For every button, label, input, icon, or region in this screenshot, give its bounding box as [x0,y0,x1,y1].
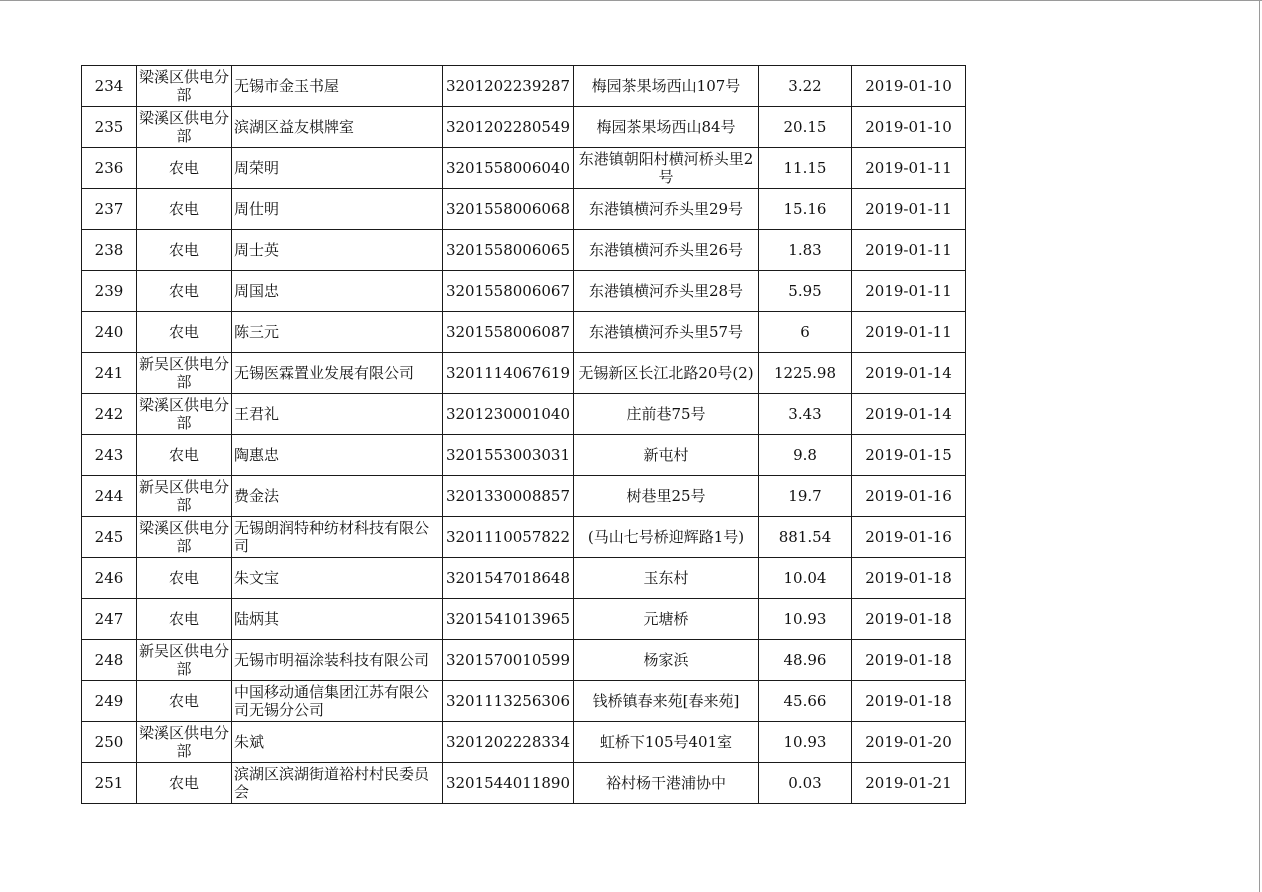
table-row [82,681,966,722]
cell-supply-unit: 农电 [137,271,232,312]
cell-amount: 45.66 [759,681,852,722]
cell-address: 虹桥下105号401室 [574,722,759,763]
cell-address: 玉东村 [574,558,759,599]
cell-account-number: 3201558006065 [443,230,574,271]
table-row [82,722,966,763]
cell-customer-name: 无锡朗润特种纺材科技有限公司 [232,517,443,558]
cell-customer-name: 无锡市金玉书屋 [232,66,443,107]
cell-amount: 10.04 [759,558,852,599]
cell-account-number: 3201110057822 [443,517,574,558]
cell-account-number: 3201553003031 [443,435,574,476]
cell-account-number: 3201558006067 [443,271,574,312]
cell-account-number: 3201202239287 [443,66,574,107]
cell-amount: 15.16 [759,189,852,230]
table-row [82,599,966,640]
cell-serial-no: 237 [82,189,137,230]
cell-amount: 0.03 [759,763,852,804]
cell-serial-no: 240 [82,312,137,353]
cell-amount: 48.96 [759,640,852,681]
cell-customer-name: 陆炳其 [232,599,443,640]
cell-customer-name: 朱斌 [232,722,443,763]
cell-serial-no: 239 [82,271,137,312]
cell-supply-unit: 梁溪区供电分部 [137,66,232,107]
cell-customer-name: 周仕明 [232,189,443,230]
cell-date: 2019-01-10 [852,107,966,148]
cell-amount: 1.83 [759,230,852,271]
cell-address: 新屯村 [574,435,759,476]
cell-supply-unit: 新吴区供电分部 [137,353,232,394]
cell-amount: 5.95 [759,271,852,312]
cell-address: 庄前巷75号 [574,394,759,435]
cell-supply-unit: 农电 [137,435,232,476]
cell-customer-name: 滨湖区益友棋牌室 [232,107,443,148]
cell-account-number: 3201114067619 [443,353,574,394]
cell-account-number: 3201570010599 [443,640,574,681]
cell-account-number: 3201558006040 [443,148,574,189]
cell-amount: 20.15 [759,107,852,148]
cell-serial-no: 250 [82,722,137,763]
cell-account-number: 3201202228334 [443,722,574,763]
cell-address: 梅园茶果场西山84号 [574,107,759,148]
cell-date: 2019-01-21 [852,763,966,804]
cell-supply-unit: 新吴区供电分部 [137,640,232,681]
cell-supply-unit: 梁溪区供电分部 [137,722,232,763]
cell-date: 2019-01-18 [852,681,966,722]
cell-account-number: 3201558006068 [443,189,574,230]
cell-date: 2019-01-11 [852,312,966,353]
cell-account-number: 3201558006087 [443,312,574,353]
cell-date: 2019-01-11 [852,189,966,230]
cell-supply-unit: 农电 [137,312,232,353]
cell-serial-no: 242 [82,394,137,435]
cell-address: 东港镇朝阳村横河桥头里2号 [574,148,759,189]
cell-amount: 3.22 [759,66,852,107]
page-right-border [1259,0,1260,892]
table-row [82,763,966,804]
cell-serial-no: 235 [82,107,137,148]
cell-date: 2019-01-11 [852,271,966,312]
cell-address: 树巷里25号 [574,476,759,517]
cell-customer-name: 中国移动通信集团江苏有限公司无锡分公司 [232,681,443,722]
cell-address: (马山七号桥迎辉路1号) [574,517,759,558]
cell-serial-no: 234 [82,66,137,107]
cell-date: 2019-01-10 [852,66,966,107]
cell-customer-name: 王君礼 [232,394,443,435]
cell-serial-no: 246 [82,558,137,599]
cell-supply-unit: 农电 [137,148,232,189]
cell-serial-no: 236 [82,148,137,189]
cell-address: 东港镇横河乔头里26号 [574,230,759,271]
cell-account-number: 3201541013965 [443,599,574,640]
cell-address: 东港镇横河乔头里29号 [574,189,759,230]
cell-address: 裕村杨干港浦协中 [574,763,759,804]
cell-amount: 10.93 [759,722,852,763]
records-table [81,65,966,804]
cell-customer-name: 陈三元 [232,312,443,353]
cell-serial-no: 241 [82,353,137,394]
cell-serial-no: 238 [82,230,137,271]
cell-account-number: 3201113256306 [443,681,574,722]
cell-account-number: 3201330008857 [443,476,574,517]
cell-serial-no: 244 [82,476,137,517]
cell-date: 2019-01-18 [852,558,966,599]
cell-supply-unit: 农电 [137,230,232,271]
cell-customer-name: 周国忠 [232,271,443,312]
cell-customer-name: 周荣明 [232,148,443,189]
cell-serial-no: 247 [82,599,137,640]
cell-address: 元塘桥 [574,599,759,640]
table-row [82,353,966,394]
cell-date: 2019-01-18 [852,599,966,640]
cell-address: 钱桥镇春来苑[春来苑] [574,681,759,722]
cell-account-number: 3201547018648 [443,558,574,599]
cell-date: 2019-01-14 [852,394,966,435]
records-table-body [82,66,966,804]
cell-supply-unit: 梁溪区供电分部 [137,517,232,558]
cell-amount: 881.54 [759,517,852,558]
cell-amount: 11.15 [759,148,852,189]
cell-serial-no: 248 [82,640,137,681]
cell-address: 梅园茶果场西山107号 [574,66,759,107]
cell-date: 2019-01-14 [852,353,966,394]
cell-date: 2019-01-20 [852,722,966,763]
table-row [82,640,966,681]
cell-serial-no: 249 [82,681,137,722]
table-row [82,230,966,271]
table-row [82,189,966,230]
cell-supply-unit: 梁溪区供电分部 [137,107,232,148]
cell-amount: 1225.98 [759,353,852,394]
cell-serial-no: 245 [82,517,137,558]
cell-date: 2019-01-15 [852,435,966,476]
cell-date: 2019-01-16 [852,476,966,517]
table-row [82,148,966,189]
cell-supply-unit: 农电 [137,599,232,640]
table-row [82,394,966,435]
cell-amount: 9.8 [759,435,852,476]
table-row [82,107,966,148]
cell-supply-unit: 农电 [137,189,232,230]
cell-supply-unit: 农电 [137,681,232,722]
cell-address: 东港镇横河乔头里28号 [574,271,759,312]
cell-date: 2019-01-18 [852,640,966,681]
cell-amount: 3.43 [759,394,852,435]
cell-address: 东港镇横河乔头里57号 [574,312,759,353]
cell-amount: 6 [759,312,852,353]
cell-date: 2019-01-11 [852,230,966,271]
cell-amount: 10.93 [759,599,852,640]
cell-address: 杨家浜 [574,640,759,681]
table-row [82,435,966,476]
cell-customer-name: 费金法 [232,476,443,517]
cell-address: 无锡新区长江北路20号(2) [574,353,759,394]
cell-supply-unit: 梁溪区供电分部 [137,394,232,435]
table-row [82,517,966,558]
cell-account-number: 3201202280549 [443,107,574,148]
cell-serial-no: 251 [82,763,137,804]
table-row [82,312,966,353]
cell-supply-unit: 农电 [137,558,232,599]
table-row [82,66,966,107]
cell-account-number: 3201230001040 [443,394,574,435]
cell-serial-no: 243 [82,435,137,476]
page-top-border [0,0,1262,1]
table-row [82,476,966,517]
cell-date: 2019-01-11 [852,148,966,189]
cell-customer-name: 朱文宝 [232,558,443,599]
cell-supply-unit: 农电 [137,763,232,804]
cell-account-number: 3201544011890 [443,763,574,804]
cell-supply-unit: 新吴区供电分部 [137,476,232,517]
table-row [82,558,966,599]
cell-amount: 19.7 [759,476,852,517]
cell-customer-name: 周士英 [232,230,443,271]
cell-customer-name: 滨湖区滨湖街道裕村村民委员会 [232,763,443,804]
table-row [82,271,966,312]
cell-date: 2019-01-16 [852,517,966,558]
cell-customer-name: 无锡市明福涂装科技有限公司 [232,640,443,681]
cell-customer-name: 无锡医霖置业发展有限公司 [232,353,443,394]
cell-customer-name: 陶惠忠 [232,435,443,476]
